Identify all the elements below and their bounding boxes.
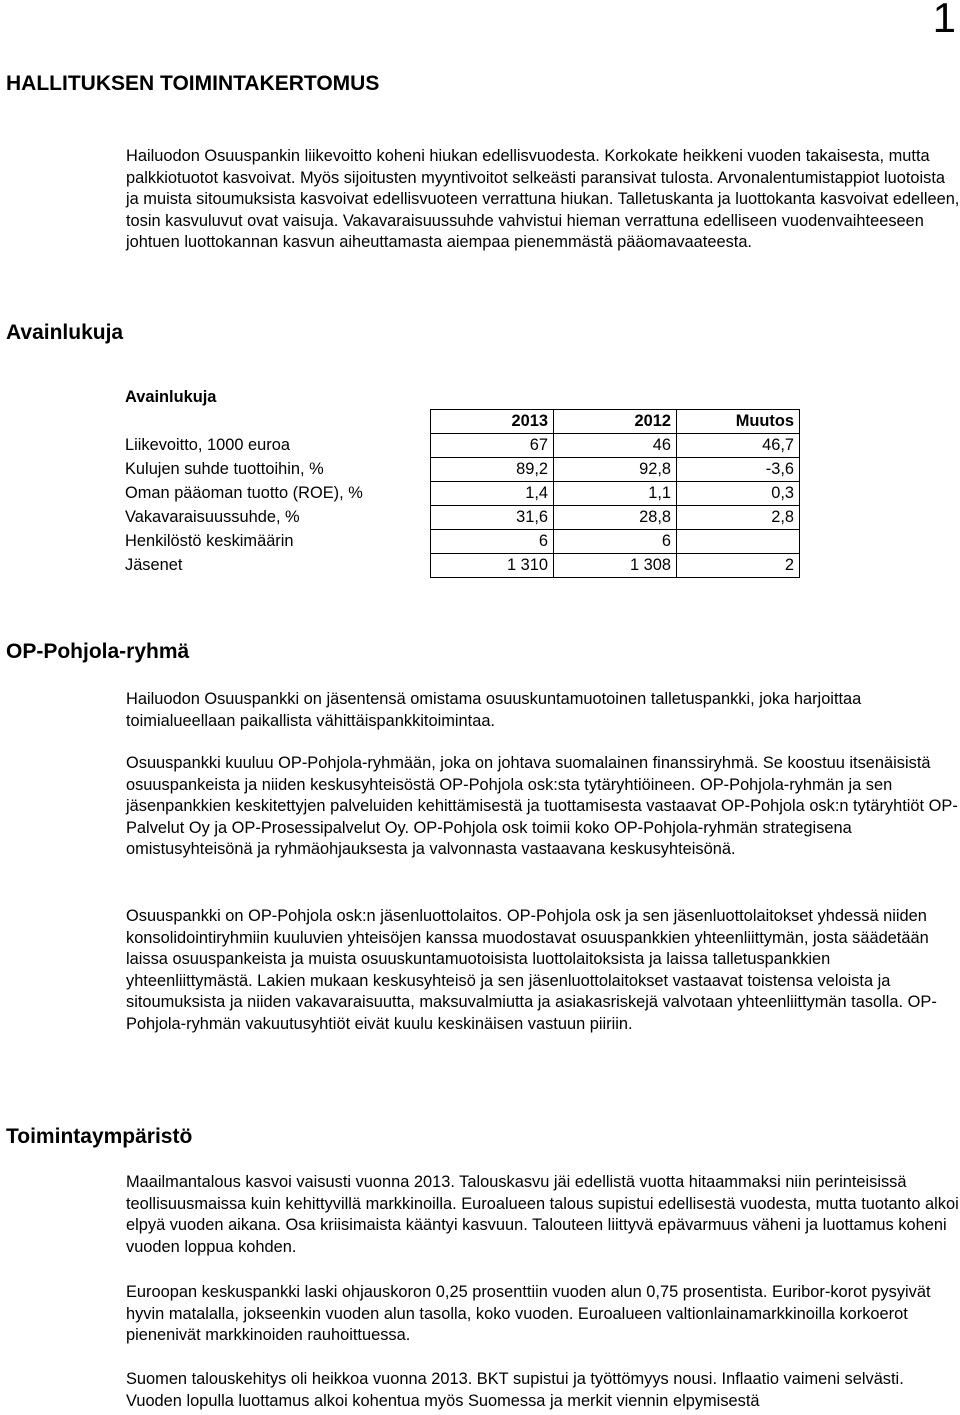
cell-muutos: 2,8 [677,506,800,530]
table-header-empty [120,410,431,434]
key-figures-table [120,386,800,578]
column-header-2012: 2012 [554,410,677,434]
row-label: Jäsenet [125,556,183,574]
cell-2013: 89,2 [431,458,554,482]
toimintaymparisto-paragraph-2: Euroopan keskuspankki laski ohjauskoron 0,25 prosenttiin vuoden alun 0,75 prosentista. Euribor-korot pysyivät hyvin matalalla, jokseenkin vuoden alun tasolla, koko vuoden. Euroalueen valtionlainamarkkinoilla korkoerot pienenivät markkinoiden rauhoittuessa. [126,1283,931,1345]
column-header-2013: 2013 [431,410,554,434]
column-header-muutos: Muutos [677,410,800,434]
cell-2012: 92,8 [554,458,677,482]
intro-paragraph: Hailuodon Osuuspankin liikevoitto koheni hiukan edellisvuodesta. Korkokate heikkeni vuoden takaisesta, mutta palkkiotuotot kasvoivat. Myös sijoitusten myyntivoitot selkeästi paransivat tulosta. Arvonalentumistappiot luotoista ja muista sitoumuksista kasvoivat edellisvuoteen verrattuna hiukan. Talletuskanta ja luottokanta kasvoivat edelleen, tosin kasvuluvut ovat vaisuja. Vakavaraisuussuhde vahvistui hieman verrattuna edelliseen vuodenvaihteeseen johtuen luottokannan kasvun aiheuttamasta aiempaa pienemmästä pääomavaateesta. [126,147,960,252]
toimintaymparisto-paragraph-1: Maailmantalous kasvoi vaisusti vuonna 2013. Talouskasvu jäi edellistä vuotta hitaammaksi niin perinteisissä teollisuusmaissa kuin kehittyvillä markkinoilla. Euroalueen talous supistui edellisestä vuodesta, mutta tuotanto alkoi elpyä vuoden aikana. Osa kriisimaista kääntyi kasvuun. Talouteen liittyvä epävarmuus väheni ja luottamus koheni vuoden loppua kohden. [126,1173,959,1256]
row-label: Henkilöstö keskimäärin [125,532,294,550]
cell-muutos: -3,6 [677,458,800,482]
cell-2013: 6 [431,530,554,554]
section-heading-op-pohjola: OP-Pohjola-ryhmä [6,640,190,663]
cell-muutos: 46,7 [677,434,800,458]
section-heading-toimintaymparisto: Toimintaympäristö [6,1125,193,1148]
table-row [120,554,800,578]
cell-2013: 1,4 [431,482,554,506]
row-label: Kulujen suhde tuottoihin, % [125,460,324,478]
cell-2013: 1 310 [431,554,554,578]
cell-2012: 1 308 [554,554,677,578]
cell-2012: 46 [554,434,677,458]
table-row [120,434,800,458]
cell-2013: 67 [431,434,554,458]
op-pohjola-paragraph-1: Hailuodon Osuuspankki on jäsentensä omistama osuuskuntamuotoinen talletuspankki, joka harjoittaa toimialueellaan paikallista vähittäispankkitoimintaa. [126,690,862,730]
key-figures-caption: Avainlukuja [125,388,217,406]
cell-muutos: 0,3 [677,482,800,506]
cell-2012: 6 [554,530,677,554]
row-label: Oman pääoman tuotto (ROE), % [125,484,363,502]
toimintaymparisto-paragraph-3: Suomen talouskehitys oli heikkoa vuonna 2013. BKT supistui ja työttömyys nousi. Inflaatio vaimeni selvästi. Vuoden lopulla luottamus alkoi kohentua myös Suomessa ja merkit viennin elpymisestä [126,1370,904,1410]
cell-2012: 28,8 [554,506,677,530]
op-pohjola-paragraph-3: Osuuspankki on OP-Pohjola osk:n jäsenluottolaitos. OP-Pohjola osk ja sen jäsenluottolaitokset yhdessä niiden konsolidointiryhmiin kuuluvien yhteisöjen kanssa muodostavat osuuspankkien yhteenliittymän, josta säädetään laissa osuuspankeista ja muista osuuskuntamuotoisista luottolaitoksista ja laissa talletuspankkien yhteenliittymästä. Lakien mukaan keskusyhteisö ja sen jäsenluottolaitokset vastaavat toistensa veloista ja sitoumuksista ja niiden vakavaraisuutta, maksuvalmiutta ja asiakasriskejä valvotaan yhteenliittymän tasolla. OP-Pohjola-ryhmän vakuutusyhtiöt eivät kuulu keskinäisen vastuun piiriin. [126,907,937,1033]
section-heading-avainlukuja: Avainlukuja [6,321,124,344]
cell-2012: 1,1 [554,482,677,506]
table-row [120,506,800,530]
table-row [120,482,800,506]
op-pohjola-paragraph-2: Osuuspankki kuuluu OP-Pohjola-ryhmään, joka on johtava suomalainen finanssiryhmä. Se koostuu itsenäisistä osuuspankeista ja niiden keskusyhteisöstä OP-Pohjola osk:sta tytäryhtiöineen. OP-Pohjola-ryhmän ja sen jäsenpankkien keskitettyjen palveluiden kehittämisestä ja tuottamisesta vastaavat OP-Pohjola osk:n tytäryhtiöt OP-Palvelut Oy ja OP-Prosessipalvelut Oy. OP-Pohjola osk toimii koko OP-Pohjola-ryhmän strategisena omistusyhteisönä ja ryhmäohjauksesta ja valvonnasta vastaavana keskusyhteisönä. [126,754,958,859]
cell-muutos: 2 [677,554,800,578]
cell-2013: 31,6 [431,506,554,530]
cell-muutos [677,530,800,554]
page-number: 1 [932,0,956,41]
table-row [120,530,800,554]
table-row [120,458,800,482]
row-label: Vakavaraisuussuhde, % [125,508,300,526]
page-title: HALLITUKSEN TOIMINTAKERTOMUS [6,72,380,95]
row-label: Liikevoitto, 1000 euroa [125,436,290,454]
